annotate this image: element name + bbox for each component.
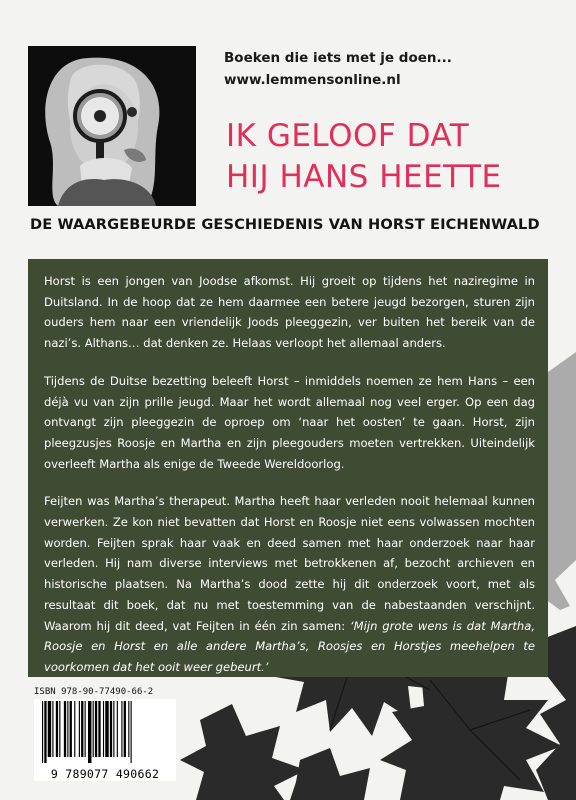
blurb-paragraph-3 — [44, 491, 535, 677]
book-subtitle: DE WAARGEBEURDE GESCHIEDENIS VAN HORST EICHENWALD — [30, 216, 540, 233]
barcode-digits: 9 789077 490662 — [50, 767, 160, 781]
blurb-paragraph-1: Horst is een jongen van Joodse afkomst. Hij groeit op tijdens het naziregime in Duitsland. In de hoop dat ze hem daarmee een betere jeugd bezorgen, sturen zijn ouders hem naar een vriendelijk Joods pleeggezin, ver buiten het bereik van de nazi’s. Althans… dat denken ze. Helaas verloopt het allemaal anders. — [44, 274, 535, 351]
blurb-paragraph-2: Tijdens de Duitse bezetting beleeft Horst – inmiddels noemen ze hem Hans – een déjà vu van zijn prille jeugd. Maar het wordt allemaal nog veel erger. Op een dag ontvangt zijn pleeggezin de oproep om ‘naar het oosten’ te gaan. Horst, zijn pleegzusjes Roosje en Martha en zijn pleegouders moeten vertrekken. Uiteindelijk overleeft Martha als enige de Tweede Wereldoorlog. — [44, 373, 535, 471]
isbn-barcode — [34, 699, 176, 781]
author-portrait-photo — [28, 46, 196, 206]
barcode-bars — [42, 701, 168, 763]
book-title-line-1: IK GELOOF DAT — [226, 118, 470, 154]
blurb-text-box — [28, 259, 548, 677]
publisher-website-link[interactable]: www.lemmensonline.nl — [224, 72, 401, 88]
isbn-number: ISBN 978-90-77490-66-2 — [34, 687, 154, 697]
book-title-line-2: HIJ HANS HEETTE — [226, 159, 502, 195]
publisher-tagline: Boeken die iets met je doen... — [224, 50, 452, 66]
blurb-paragraph-3-text: Feijten was Martha’s therapeut. Martha heeft haar verleden nooit helemaal kunnen verwerken. Ze kon niet bevatten dat Horst en Roosje niet eens volwassen mochten worden. Feijten sprak haar vaak en deed samen met haar onderzoek naar haar verleden. Hij nam diverse interviews met betrokkenen af, bezocht archieven en historische plaatsen. Na Martha’s dood zette hij dit onderzoek voort, met als resultaat dit boek, dat nu met toestemming van de nabestaanden verschijnt. Waarom hij dit deed, vat Feijten in één zin samen: — [44, 494, 535, 633]
author-quote: ‘Mijn grote wens is dat Martha, Roosje en Horst en alle andere Martha’s, Roosjes en Horstjes meehelpen te voorkomen dat het ooit weer gebeurt.’ — [44, 618, 535, 674]
